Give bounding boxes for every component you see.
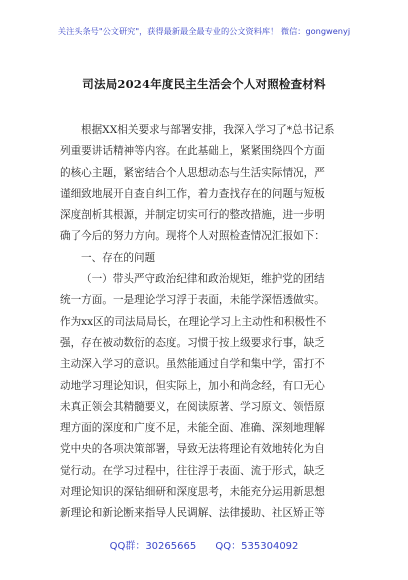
body-line: 对理论知识的深钻细研和深度思考，未能充分运用新思想	[60, 486, 325, 499]
header-promo-note[interactable]: 关注头条号"公文研究"，获得最新最全最专业的公文资料库！ 微信：gongwenyj	[57, 26, 351, 36]
document-body	[60, 120, 350, 525]
body-line: 党中央的各项决策部署，导致无法将理论有效地转化为自	[60, 443, 325, 456]
body-line: 作为xx区的司法局局长，在理论学习上主动性和积极性不	[60, 315, 327, 328]
qq-number[interactable]: QQ：535304092	[215, 541, 299, 552]
body-line: 统一方面。一是理论学习浮于表面，未能学深悟透做实。	[60, 294, 325, 307]
body-line: 的核心主题，紧密结合个人思想动态与生活实际情况，严	[60, 166, 325, 179]
body-line: 确了今后的努力方向。现将个人对照检查情况汇报如下：	[60, 230, 325, 243]
qq-group-number[interactable]: QQ群：30265665	[109, 541, 197, 552]
body-line: 新理论和新论断来指导人民调解、法律援助、社区矫正等	[60, 507, 325, 520]
body-line: （一）带头严守政治纪律和政治规矩，维护党的团结	[81, 273, 325, 286]
document-title: 司法局2024年度民主生活会个人对照检查材料	[82, 77, 326, 91]
body-line: 理方面的深度和广度不足，未能全面、准确、深刻地理解	[60, 422, 325, 435]
section-heading: 一、存在的问题	[81, 251, 156, 264]
body-line: 谨细致地展开自查自纠工作，着力查找存在的问题与短板	[60, 187, 325, 200]
footer-contact	[0, 537, 408, 552]
body-line: 主动深入学习的意识。虽然能通过自学和集中学，雷打不	[60, 358, 325, 371]
body-line: 觉行动。在学习过程中，往往浮于表面、流于形式，缺乏	[60, 464, 325, 477]
body-line: 未真正领会其精髓要义，在阅读原著、学习原文、领悟原	[60, 400, 325, 413]
body-line: 强，存在被动数衍的态度。习惯于按上级要求行事，缺乏	[60, 336, 325, 349]
body-line: 根据XX相关要求与部署安排，我深入学习了*总书记系	[81, 124, 335, 136]
body-line: 动地学习理论知识，但实际上，加小和尚念经，有口无心	[60, 379, 325, 392]
body-line: 列重要讲话精神等内容。在此基础上，紧紧围绕四个方面	[60, 145, 325, 158]
body-line: 深度剖析其根源，并制定切实可行的整改措施，进一步明	[60, 209, 325, 222]
